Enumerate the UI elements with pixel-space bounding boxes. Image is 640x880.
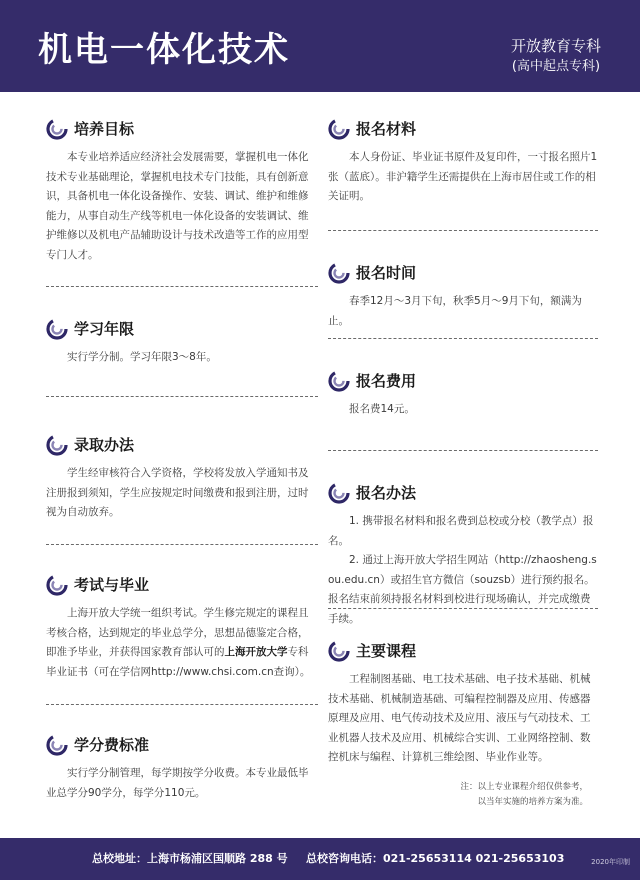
section-goal <box>46 118 318 265</box>
divider <box>328 338 598 339</box>
divider <box>46 286 318 287</box>
section-title: 报名办法 <box>356 484 417 502</box>
program-level: 开放教育专科 <box>510 37 601 55</box>
section-title: 学分费标准 <box>74 736 150 754</box>
method-step-1: 1. 携带报名材料和报名费到总校或分校（教学点）报名。 <box>328 515 594 547</box>
section-title: 培养目标 <box>74 120 135 138</box>
divider <box>328 230 598 231</box>
section-materials <box>328 118 598 207</box>
program-type <box>486 36 626 76</box>
section-title: 主要课程 <box>356 642 417 660</box>
footnote <box>388 780 588 810</box>
footnote-line: 注：以上专业课程介绍仅供参考， <box>460 782 588 792</box>
program-entry: (高中起点专科) <box>511 59 601 74</box>
page-title: 机电一体化技术 <box>38 30 290 70</box>
section-title: 报名材料 <box>356 120 417 138</box>
university-name: 上海开放大学 <box>224 646 288 658</box>
swirl-logo-icon <box>328 262 350 284</box>
divider <box>328 608 598 609</box>
exam-text-part2: 专科毕业证书（可在学信网http://www.chsi.com.cn查询）。 <box>46 646 311 678</box>
section-title: 考试与毕业 <box>74 576 150 594</box>
swirl-logo-icon <box>46 734 68 756</box>
section-title: 报名费用 <box>356 372 417 390</box>
footer-banner <box>0 838 640 880</box>
section-text <box>46 604 318 682</box>
section-text: 本专业培养适应经济社会发展需要，掌握机电一体化技术专业基础理论，掌握机电技术专门技能，具有创新意识，具备机电一体化设备操作、安装、调试、维护和维修能力，从事自动生产线等机电一体化设备的安装调试、维护维修以及机电产品辅助设计与技术改造等工作的应用型专门人才。 <box>46 151 309 261</box>
section-time <box>328 262 598 331</box>
divider <box>46 396 318 397</box>
campus-address: 总校地址：上海市杨浦区国顺路 288 号 <box>92 852 288 865</box>
section-text: 本人身份证、毕业证书原件及复印件，一寸报名照片1张（蓝底）。非沪籍学生还需提供在上海市居住或工作的相关证明。 <box>328 151 598 202</box>
header-banner <box>0 0 640 92</box>
consult-phone: 总校咨询电话：021-25653114 021-25653103 <box>306 852 565 865</box>
method-step-2: 2. 通过上海开放大学招生网站（http://zhaosheng.sou.edu.cn）或招生官方微信（souzsb）进行预约报名。报名结束前须持报名材料到校进行现场确认，并完成缴费手续。 <box>328 554 597 625</box>
section-text: 实行学分制。学习年限3～8年。 <box>67 351 217 363</box>
section-title: 报名时间 <box>356 264 417 282</box>
exam-text-part1: 上海开放大学统一组织考试。学生修完规定的课程且考核合格，达到规定的毕业总学分，思想品德鉴定合格，即准予毕业，并获得国家教育部认可的 <box>46 607 309 658</box>
swirl-logo-icon <box>328 482 350 504</box>
section-admission <box>46 434 318 523</box>
section-courses <box>328 640 598 768</box>
section-duration <box>46 318 318 368</box>
section-title: 学习年限 <box>74 320 135 338</box>
print-year: 2020年印制 <box>591 858 630 866</box>
section-text: 学生经审核符合入学资格，学校将发放入学通知书及注册报到须知，学生应按规定时间缴费和报到注册，过时视为自动放弃。 <box>46 467 309 518</box>
section-text: 报名费14元。 <box>349 403 415 415</box>
swirl-logo-icon <box>46 318 68 340</box>
swirl-logo-icon <box>328 118 350 140</box>
divider <box>328 450 598 451</box>
swirl-logo-icon <box>46 434 68 456</box>
swirl-logo-icon <box>46 118 68 140</box>
swirl-logo-icon <box>328 640 350 662</box>
swirl-logo-icon <box>328 370 350 392</box>
footnote-line: 以当年实施的培养方案为准。 <box>477 797 588 807</box>
section-fee <box>46 734 318 803</box>
swirl-logo-icon <box>46 574 68 596</box>
section-title: 录取办法 <box>74 436 135 454</box>
section-method <box>328 482 598 629</box>
section-exam <box>46 574 318 682</box>
section-text: 实行学分制管理，每学期按学分收费。本专业最低毕业总学分90学分，每学分110元。 <box>46 767 309 799</box>
divider <box>46 704 318 705</box>
section-text: 春季12月～3月下旬，秋季5月～9月下旬，额满为止。 <box>328 295 582 327</box>
section-text <box>328 512 598 629</box>
divider <box>46 544 318 545</box>
section-regfee <box>328 370 598 420</box>
section-text: 工程制图基础、电工技术基础、电子技术基础、机械技术基础、机械制造基础、可编程控制器及应用、传感器原理及应用、电气传动技术及应用、液压与气动技术、工业机器人技术及应用、机械综合实训、工业网络控制、数控机床与编程、计算机三维绘图、毕业作业等。 <box>328 673 591 763</box>
